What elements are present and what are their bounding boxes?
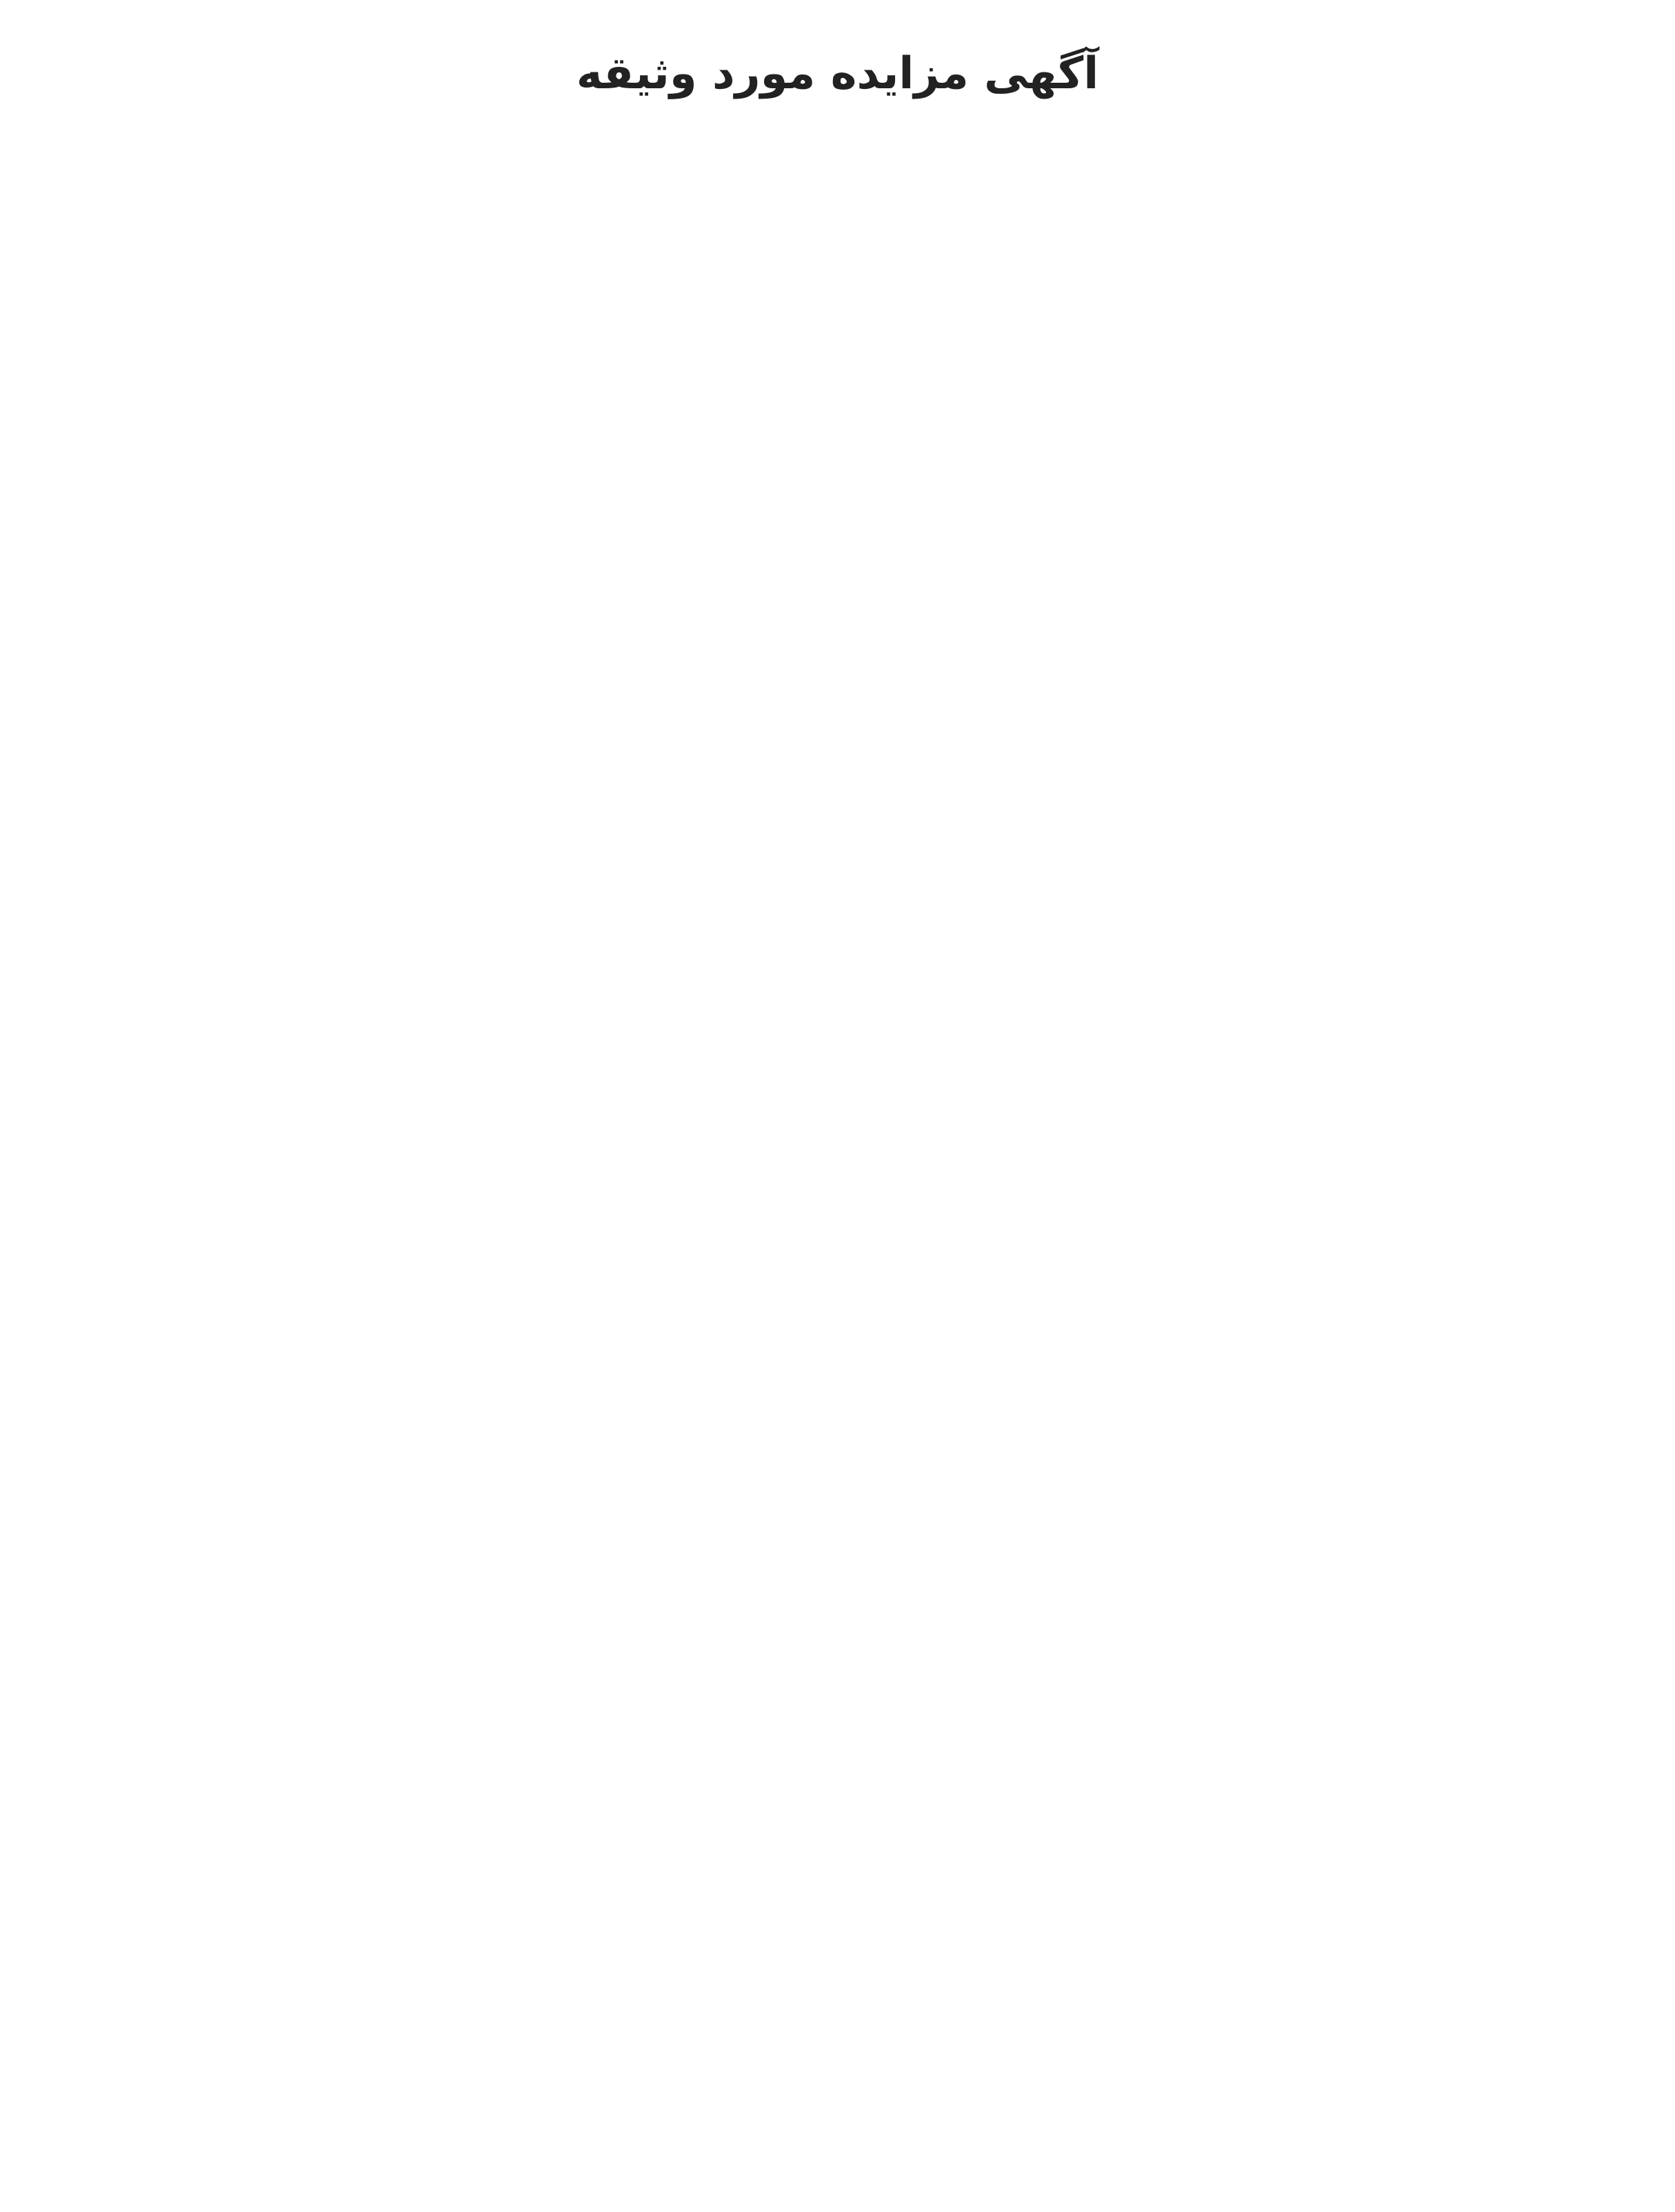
page-title: آگهی مزایده مورد وثیقه xyxy=(576,48,1099,99)
